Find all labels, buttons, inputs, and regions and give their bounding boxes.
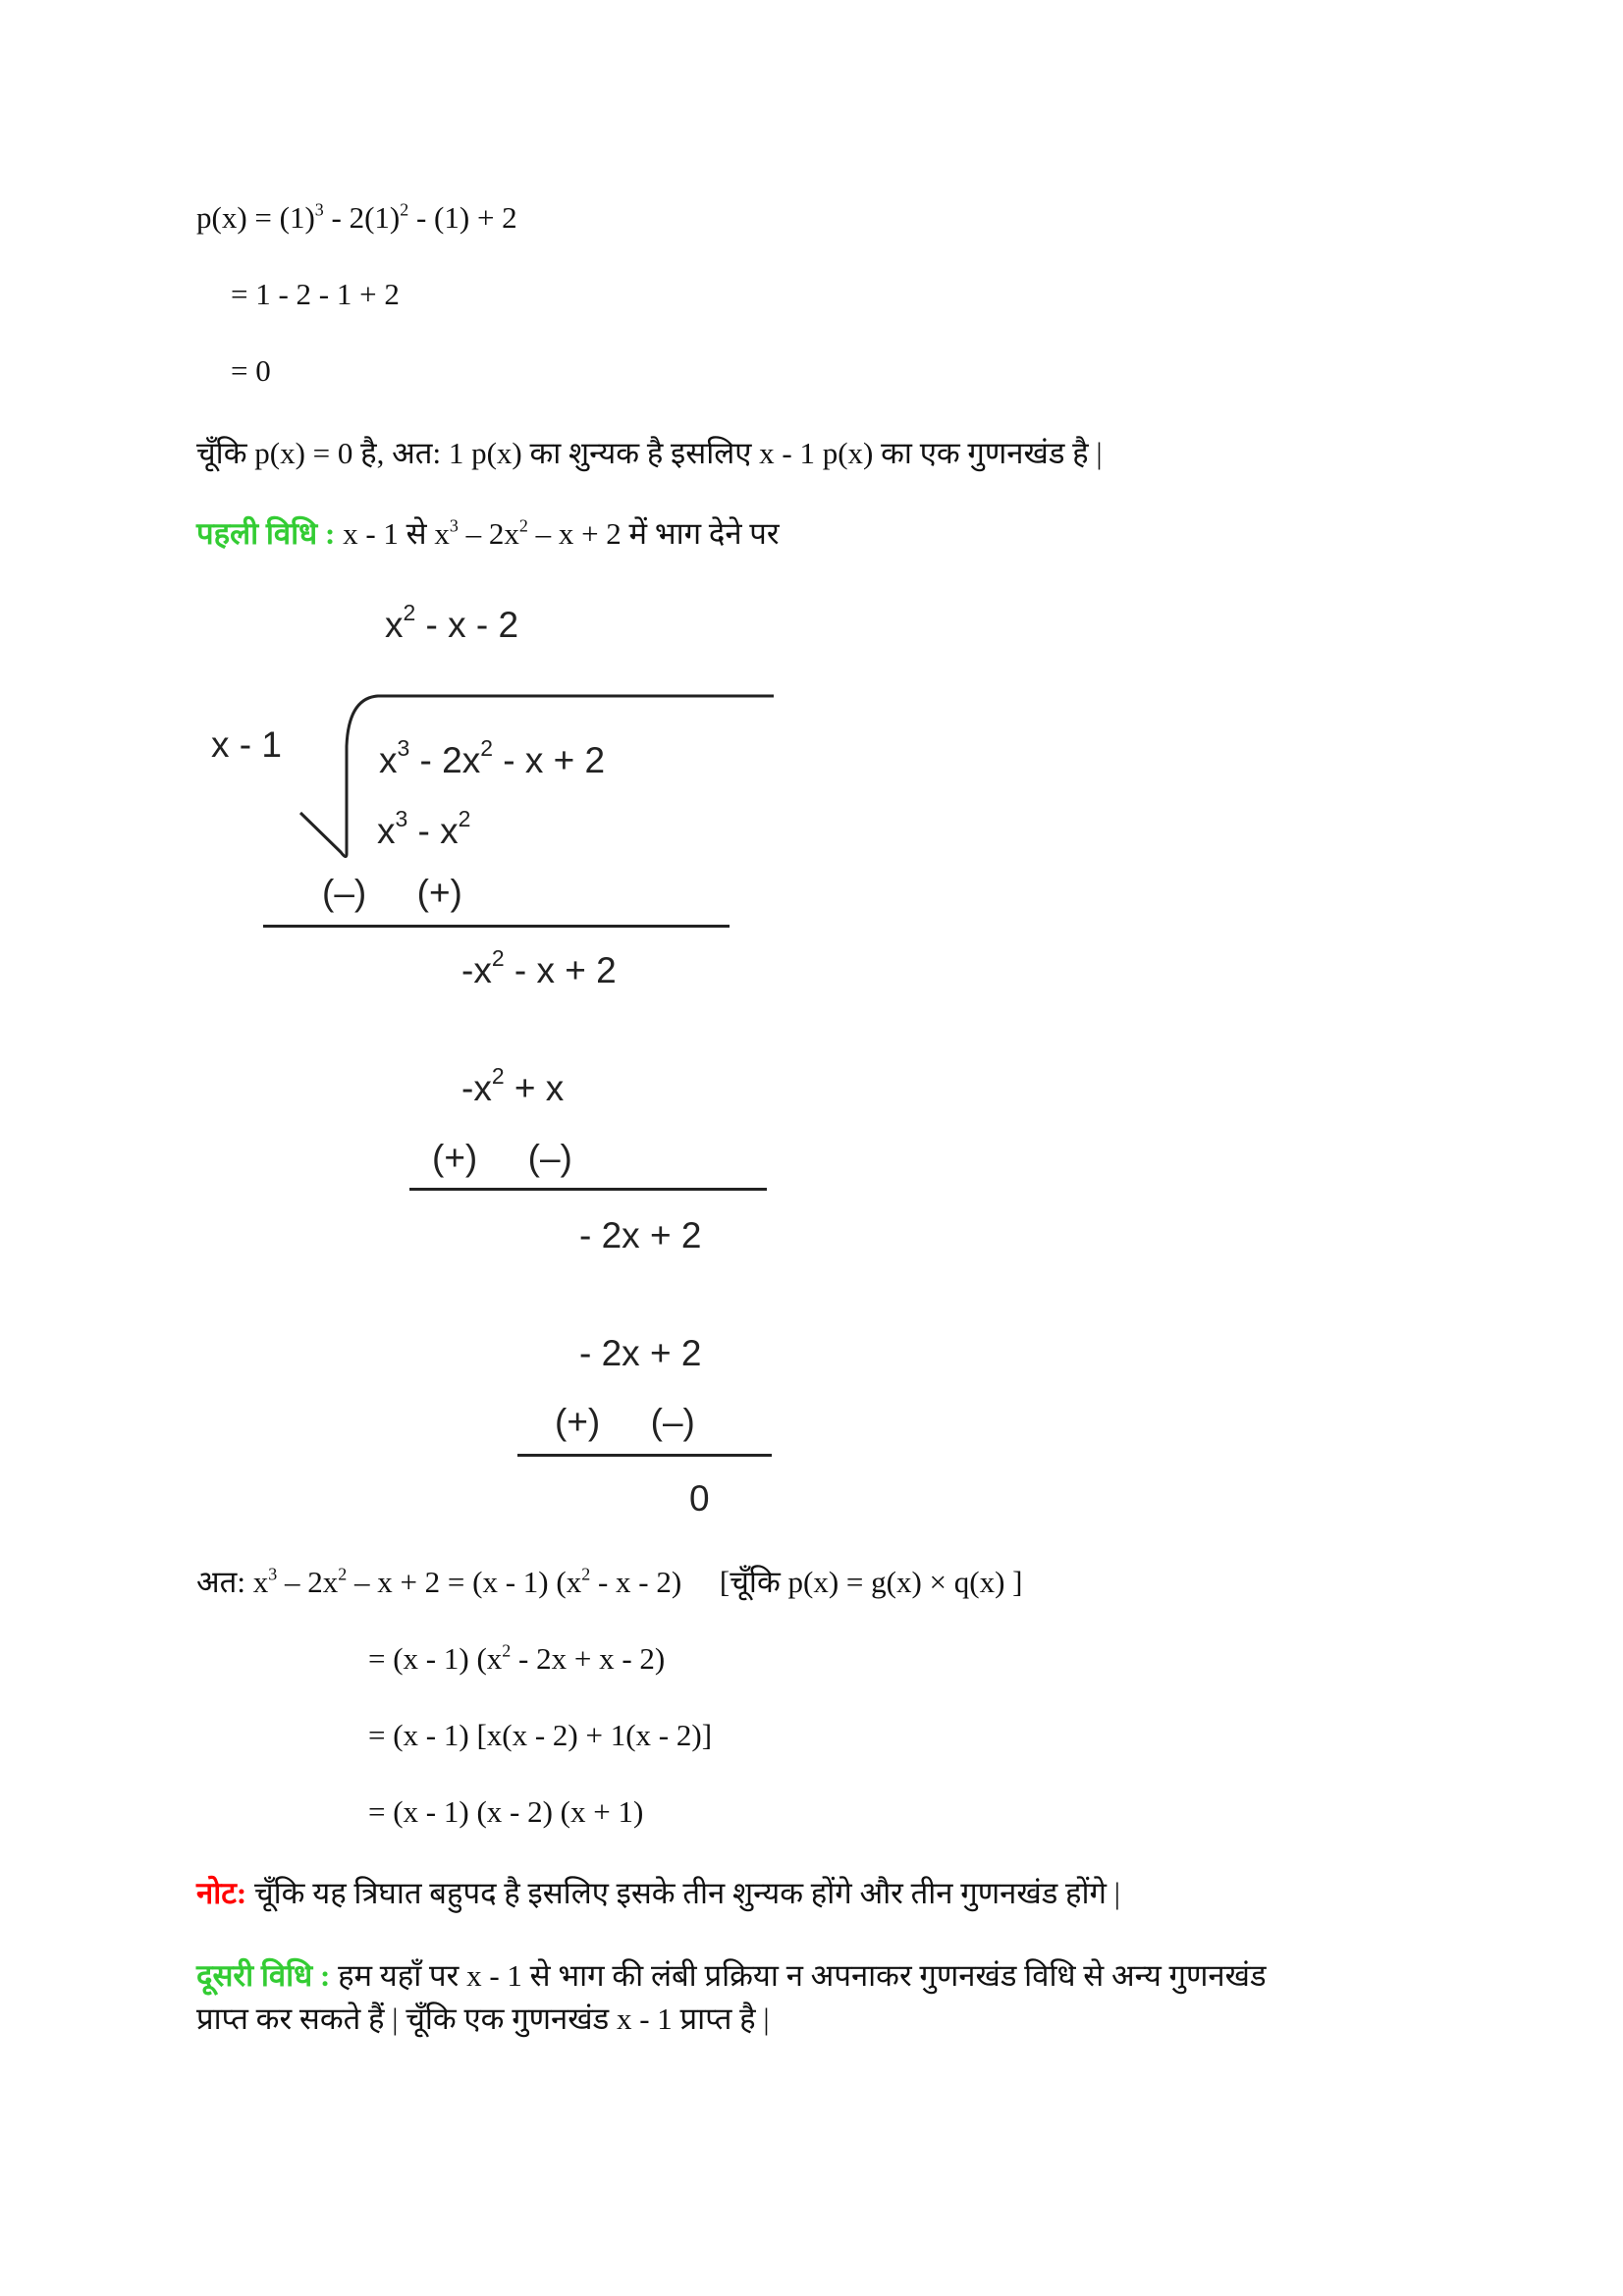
dividend: $x^3 - 2x^2 - x + 2$ [379,734,606,780]
eval-line-2: = 1 - 2 - 1 + 2 [231,277,400,311]
factor-line-4: = (x - 1) (x - 2) (x + 1) [368,1794,644,1829]
subtract-step-3: - 2x + 2 [579,1333,702,1373]
signs-step-3: (+) (–) [555,1402,695,1442]
rule-1 [263,925,730,928]
note-label: नोट: [196,1876,247,1910]
method1-heading: पहली विधि : x - 1 से $x^3 - 2x^2 - x + 2$ में भाग देने पर [196,515,780,551]
rule-2 [409,1188,767,1191]
remainder-3: 0 [689,1478,710,1519]
method2-line-1: दूसरी विधि : हम यहाँ पर x - 1 से भाग की लंबी प्रक्रिया न अपनाकर गुणनखंड विधि से अन्य गुणनखंड [196,1958,1267,1993]
factor-line-1: अत: $x^3 - 2x^2 - x + 2 = (x - 1)$ ($x^2$ - x - 2) [चूँकि p(x) = g(x) × q(x) ] [196,1564,1023,1599]
method2-label: दूसरी विधि : [196,1958,331,1993]
method1-label: पहली विधि : [196,516,336,551]
method2-line-2: प्राप्त कर सकते हैं | चूँकि एक गुणनखंड x - 1 प्राप्त है | [196,2002,770,2036]
factor-line-3: = (x - 1) [x(x - 2) + 1(x - 2)] [368,1718,713,1752]
signs-step-2: (+) (–) [432,1138,572,1178]
eval-line-3: = 0 [231,353,271,388]
divisor: x - 1 [211,724,282,765]
subtract-step-2: $-x^2 + x$ [461,1062,565,1108]
subtract-step-1: $x^3 - x^2$ [377,805,471,851]
quotient: $x^2$ - x - 2 [385,599,519,645]
signs-step-1: (–) (+) [322,873,462,913]
rule-3 [517,1454,772,1457]
remainder-2: - 2x + 2 [579,1215,702,1255]
conclusion-text: चूँकि p(x) = 0 है, अत: 1 p(x) का शुन्यक है इसलिए x - 1 p(x) का एक गुणनखंड है | [196,436,1103,470]
factor-line-2: = (x - 1) $(x^2 - 2x + x - 2)$ [368,1640,666,1676]
eval-line-1: $p(x) = (1)^3 - 2(1)^2 - (1) + 2$ [196,199,517,235]
note-line: नोट: चूँकि यह त्रिघात बहुपद है इसलिए इसके तीन शुन्यक होंगे और तीन गुणनखंड होंगे | [196,1876,1120,1910]
remainder-1: $-x^2 - x + 2$ [461,944,617,990]
